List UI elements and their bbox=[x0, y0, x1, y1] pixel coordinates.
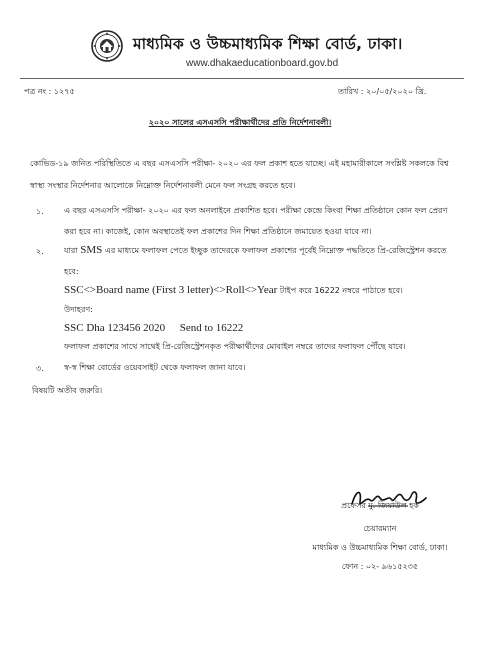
item-1-text: এ বছর এসএসসি পরীক্ষা- ২০২০ এর ফল অনলাইনে প্রকাশিত হবে। পরীক্ষা কেন্দ্রে কিংবা শিক্ষা প্রতিষ্ঠানে কোন ফল প্রেরণ করা হবে না। কাজেই, কোন অবস্থাতেই ফল প্রকাশের দিন শিক্ষা প্রতিষ্ঠানে জমায়েত হওয়া যাবে না। bbox=[64, 206, 448, 236]
item-2-number: ২. bbox=[36, 247, 44, 256]
sms-format-code: SSC<>Board name (First 3 letter)<>Roll<>Year bbox=[64, 284, 278, 296]
intro-paragraph: কোভিড-১৯ জনিত পরিস্থিতিতে এ বছর এসএসসি পরীক্ষা- ২০২০ এর ফল প্রকাশ হতে যাচ্ছে। এই মহামারীকালে সংশ্লিষ্ট সকলকে বিশ্ব স্বাস্থ্য সংস্থার নির্দেশনার আলোকে নিম্নোক্ত নির্দেশনাবলী মেনে ফল সংগ্রহ করতে হবে। bbox=[30, 159, 449, 190]
item-2-note: ফলাফল প্রকাশের সাথে সাথেই প্রি-রেজিস্ট্রেশনকৃত পরীক্ষার্থীদের মোবাইল নম্বরে তাদের ফলাফল পৌঁছে যাবে। bbox=[64, 342, 406, 351]
example-label: উদাহরণ: bbox=[64, 305, 93, 314]
board-name: মাধ্যমিক ও উচ্চমাধ্যমিক শিক্ষা বোর্ড, ঢাকা। bbox=[133, 35, 403, 53]
date: তারিখ : ২০/০৫/২০২০ খ্রি. bbox=[338, 87, 427, 96]
item-2-text-before: যারা bbox=[64, 246, 78, 255]
item-3-text: স্ব-স্ব শিক্ষা বোর্ডের ওয়েবসাইট থেকে ফলাফল জানা যাবে। bbox=[64, 363, 246, 372]
item-1-number: ১. bbox=[36, 207, 44, 216]
memo-number: পত্র নং : ১২৭৫ bbox=[24, 87, 75, 96]
header-divider bbox=[20, 78, 464, 79]
example-code: SSC Dha 123456 2020 bbox=[64, 322, 166, 334]
item-2-text-after: এর মাধ্যমে ফলাফল পেতে ইচ্ছুক তাদেরকে ফলাফল প্রকাশের পূর্বেই নিম্নোক্ত পদ্ধতিতে প্রি-রেজিস্ট্রেশন করতে হবে: bbox=[64, 246, 447, 276]
sms-format-suffix: টাইপ করে 16222 নম্বরে পাঠাতে হবে। bbox=[279, 286, 403, 295]
subject-text: ২০২০ সালের এসএসসি পরীক্ষার্থীদের প্রতি নির্দেশনাবলী। bbox=[148, 118, 332, 127]
closing-note: বিষয়টি অতীব জরুরি। bbox=[32, 386, 103, 395]
signatory-phone: ফোন : ০২- ৯৬১৫২৩৫ bbox=[341, 562, 419, 571]
signatory-title: চেয়ারম্যান bbox=[363, 524, 397, 533]
signatory-office: মাধ্যমিক ও উচ্চমাধ্যমিক শিক্ষা বোর্ড, ঢাকা। bbox=[312, 543, 448, 552]
item-3-number: ৩. bbox=[36, 364, 44, 373]
website-url[interactable]: www.dhakaeducationboard.gov.bd bbox=[186, 58, 339, 69]
item-2-text bbox=[64, 240, 460, 282]
example-send: Send to 16222 bbox=[179, 322, 244, 334]
sms-label: SMS bbox=[80, 244, 103, 256]
subject-line bbox=[0, 117, 480, 130]
board-seal-icon bbox=[91, 30, 123, 62]
sms-format-line bbox=[64, 280, 460, 301]
signatory-name: প্রফেসর মু. জিয়াউল হক bbox=[341, 501, 419, 510]
